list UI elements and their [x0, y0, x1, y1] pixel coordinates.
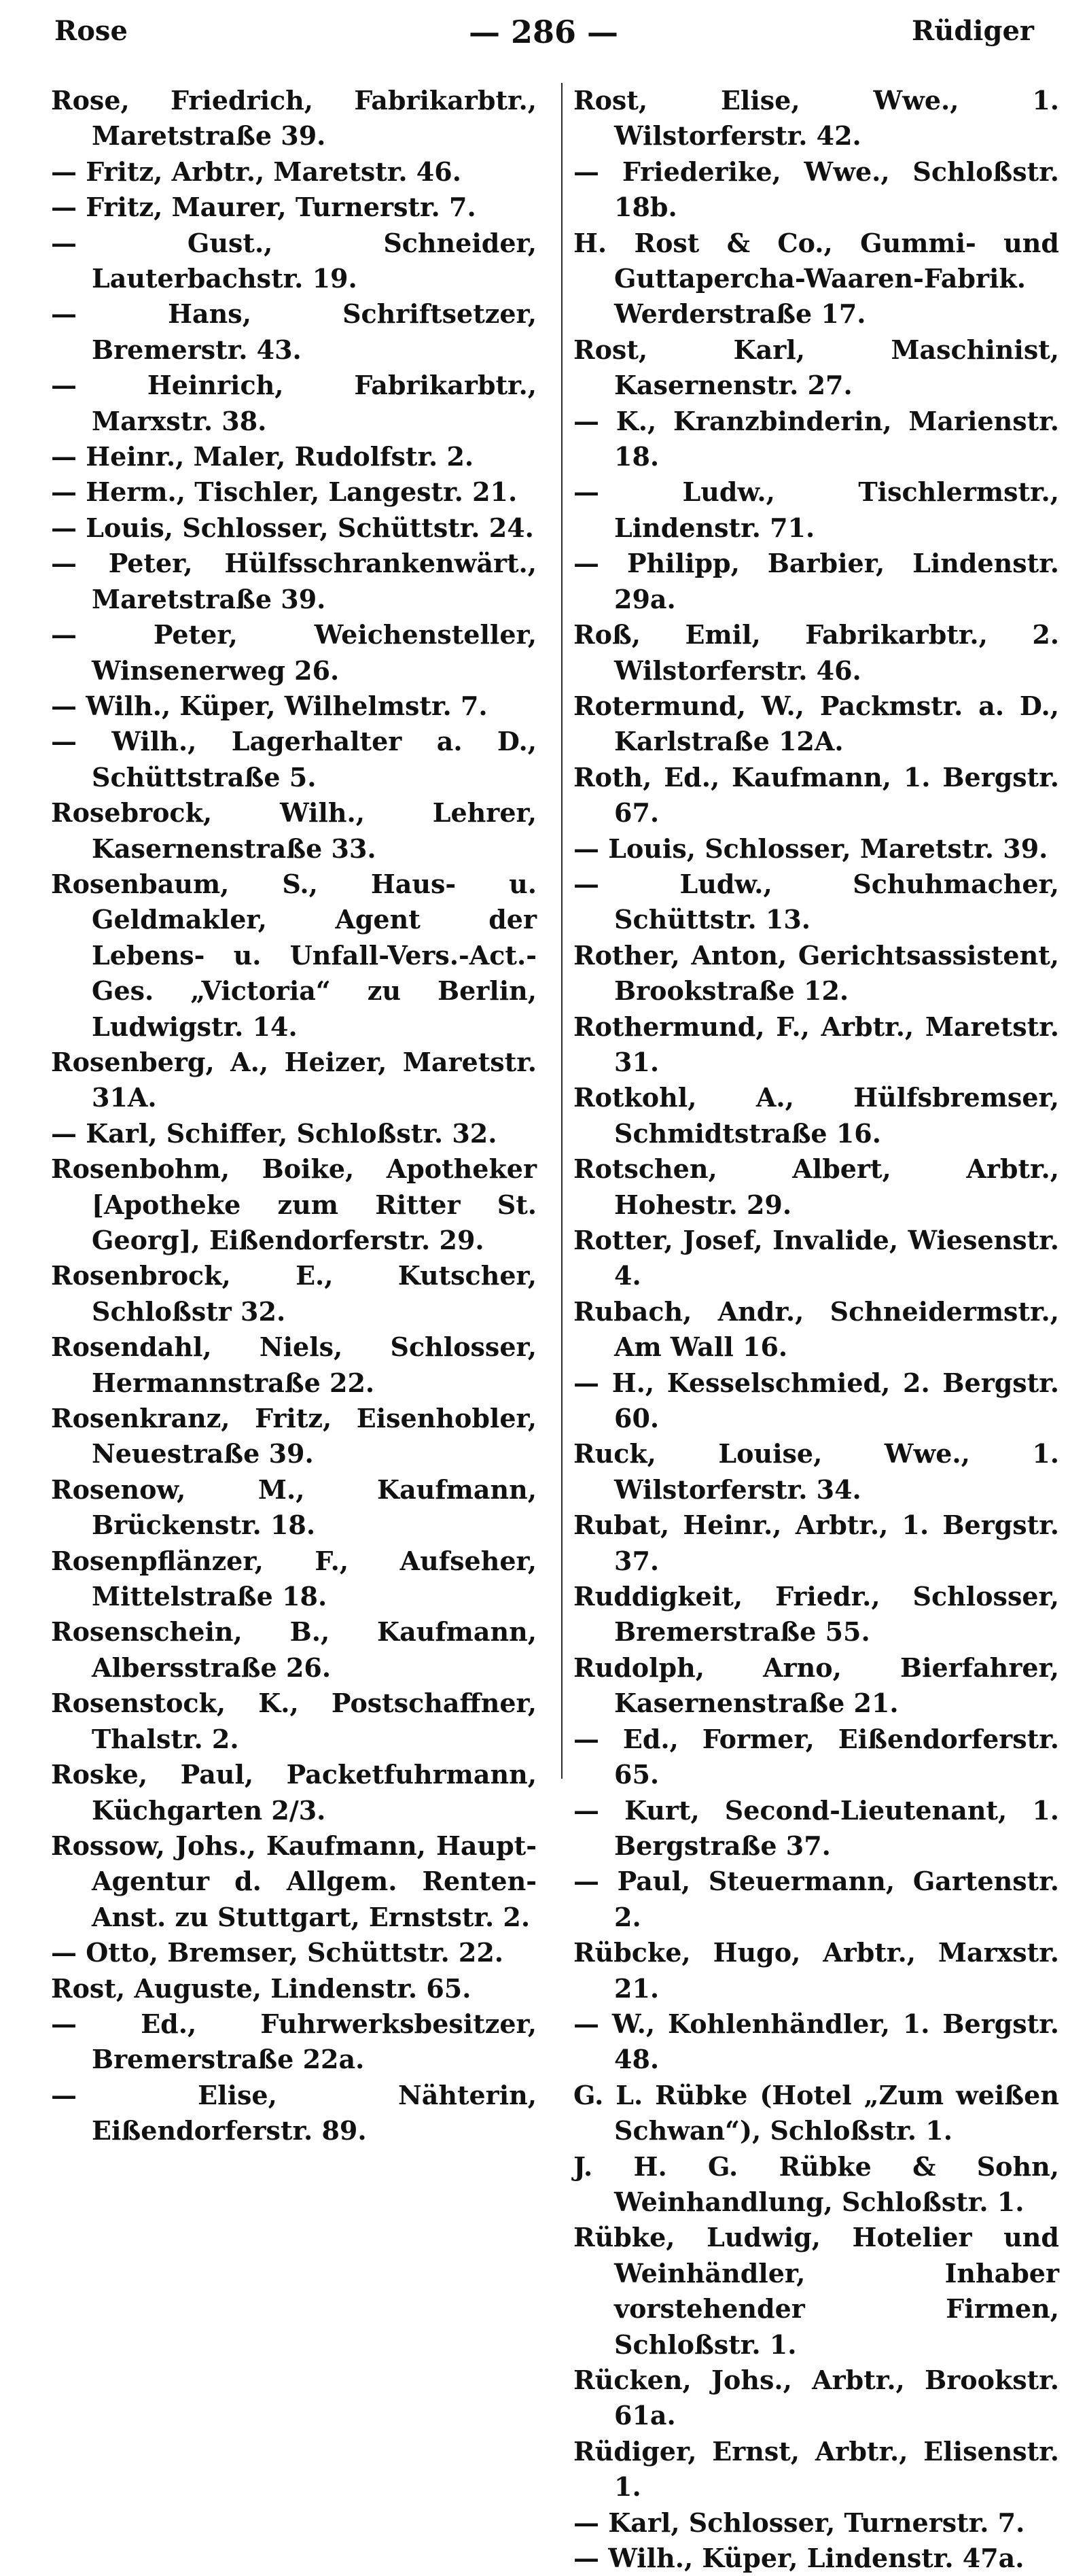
- directory-entry: Rosenkranz, Fritz, Eisenhobler, Neuestraße 39.: [51, 1403, 537, 1469]
- directory-entry: — Otto, Bremser, Schüttstr. 22.: [51, 1937, 504, 1968]
- directory-entry: — Ed., Former, Eißendorferstr. 65.: [573, 1723, 1059, 1790]
- directory-entry: Roß, Emil, Fabrikarbtr., 2. Wilstorferstr. 46.: [573, 619, 1059, 686]
- directory-entry: Rost, Auguste, Lindenstr. 65.: [51, 1972, 471, 2004]
- directory-entry: Ruddigkeit, Friedr., Schlosser, Bremerstraße 55.: [573, 1581, 1059, 1648]
- directory-entry: — Wilh., Küper, Lindenstr. 47a.: [573, 2543, 1024, 2574]
- directory-entry: Rosenbaum, S., Haus- u. Geldmakler, Agent der Lebens- u. Unfall-Vers.-Act.-Ges. „Victoria“ zu Berlin, Ludwigstr. 14.: [51, 868, 537, 1042]
- directory-entry: — Ludw., Schuhmacher, Schüttstr. 13.: [573, 868, 1059, 935]
- directory-entry: — Wilh., Lagerhalter a. D., Schüttstraße 5.: [51, 726, 537, 793]
- directory-entry: Rothermund, F., Arbtr., Maretstr. 31.: [573, 1011, 1059, 1077]
- directory-entry: — Karl, Schiffer, Schloßstr. 32.: [51, 1117, 497, 1149]
- directory-entry: Rosenow, M., Kaufmann, Brückenstr. 18.: [51, 1474, 537, 1541]
- directory-entry: Rost, Karl, Maschinist, Kasernenstr. 27.: [573, 334, 1059, 401]
- directory-entry: — Ludw., Tischlermstr., Lindenstr. 71.: [573, 476, 1059, 543]
- directory-entry: — Wilh., Küper, Wilhelmstr. 7.: [51, 690, 488, 721]
- directory-entry: — Elise, Nähterin, Eißendorferstr. 89.: [51, 2079, 537, 2146]
- directory-entry: — Fritz, Maurer, Turnerstr. 7.: [51, 192, 476, 223]
- left-column: [51, 83, 537, 2149]
- directory-entry: Rother, Anton, Gerichtsassistent, Brookstraße 12.: [573, 939, 1059, 1007]
- directory-entry: Roth, Ed., Kaufmann, 1. Bergstr. 67.: [573, 761, 1059, 829]
- directory-entry: — Peter, Weichensteller, Winsenerweg 26.: [51, 619, 537, 686]
- directory-entry: Rosendahl, Niels, Schlosser, Hermannstraße 22.: [51, 1331, 537, 1398]
- directory-entry: — Philipp, Barbier, Lindenstr. 29a.: [573, 548, 1059, 614]
- right-column: [573, 83, 1059, 2576]
- directory-entry: Rotschen, Albert, Arbtr., Hohestr. 29.: [573, 1153, 1059, 1220]
- directory-entry: Rotkohl, A., Hülfsbremser, Schmidtstraße 16.: [573, 1082, 1059, 1149]
- directory-entry: Rose, Friedrich, Fabrikarbtr., Maretstraße 39.: [51, 85, 537, 152]
- directory-entry: — Fritz, Arbtr., Maretstr. 46.: [51, 156, 461, 187]
- directory-entry: Rüdiger, Ernst, Arbtr., Elisenstr. 1.: [573, 2435, 1059, 2503]
- directory-entry: Rosenberg, A., Heizer, Maretstr. 31A.: [51, 1046, 537, 1113]
- directory-entry: Ruck, Louise, Wwe., 1. Wilstorferstr. 34.: [573, 1438, 1059, 1505]
- directory-entry: — Karl, Schlosser, Turnerstr. 7.: [573, 2507, 1025, 2538]
- directory-entry: — Louis, Schlosser, Schüttstr. 24.: [51, 512, 534, 543]
- directory-entry: Rubat, Heinr., Arbtr., 1. Bergstr. 37.: [573, 1510, 1059, 1576]
- directory-entry: Rotermund, W., Packmstr. a. D., Karlstraße 12A.: [573, 690, 1059, 757]
- directory-entry: — W., Kohlenhändler, 1. Bergstr. 48.: [573, 2008, 1059, 2075]
- directory-entry: Rücken, Johs., Arbtr., Brookstr. 61a.: [573, 2365, 1059, 2431]
- directory-entry: — Ed., Fuhrwerksbesitzer, Bremerstraße 22a.: [51, 2008, 537, 2075]
- directory-entry: Rosenbohm, Boike, Apotheker [Apotheke zum Ritter St. Georg], Eißendorferstr. 29.: [51, 1153, 537, 1255]
- directory-entry: — Paul, Steuermann, Gartenstr. 2.: [573, 1866, 1059, 1932]
- directory-entry: Rosenbrock, E., Kutscher, Schloßstr 32.: [51, 1260, 537, 1327]
- directory-entry: — Louis, Schlosser, Maretstr. 39.: [573, 833, 1048, 864]
- directory-entry: — H., Kesselschmied, 2. Bergstr. 60.: [573, 1367, 1059, 1434]
- column-divider: [561, 83, 563, 1779]
- directory-entry: H. Rost & Co., Gummi- und Guttapercha-Waaren-Fabrik. Werderstraße 17.: [573, 227, 1059, 330]
- directory-entry: Rotter, Josef, Invalide, Wiesenstr. 4.: [573, 1225, 1059, 1291]
- directory-entry: — Kurt, Second-Lieutenant, 1. Bergstraße 37.: [573, 1794, 1059, 1861]
- directory-entry: Rosenstock, K., Postschaffner, Thalstr. 2.: [51, 1688, 537, 1754]
- directory-entry: Roske, Paul, Packetfuhrmann, Küchgarten 2/3.: [51, 1759, 537, 1826]
- directory-entry: Rosenpflänzer, F., Aufseher, Mittelstraße 18.: [51, 1545, 537, 1612]
- directory-entry: J. H. G. Rübke & Sohn, Weinhandlung, Schloßstr. 1.: [573, 2151, 1059, 2217]
- running-head-right: Rüdiger: [912, 15, 1034, 47]
- directory-entry: — Hans, Schriftsetzer, Bremerstr. 43.: [51, 298, 537, 365]
- directory-entry: Rübcke, Hugo, Arbtr., Marxstr. 21.: [573, 1937, 1059, 2004]
- directory-entry: — Peter, Hülfsschrankenwärt., Maretstraße 39.: [51, 548, 537, 614]
- page-number: — 286 —: [468, 14, 619, 50]
- directory-entry: Rudolph, Arno, Bierfahrer, Kasernenstraße 21.: [573, 1652, 1059, 1719]
- directory-entry: Rübke, Ludwig, Hotelier und Weinhändler, Inhaber vorstehender Firmen, Schloßstr. 1.: [573, 2222, 1059, 2360]
- directory-entry: — Gust., Schneider, Lauterbachstr. 19.: [51, 227, 537, 294]
- directory-entry: — Heinrich, Fabrikarbtr., Marxstr. 38.: [51, 370, 537, 436]
- directory-entry: Rosebrock, Wilh., Lehrer, Kasernenstraße 33.: [51, 797, 537, 864]
- running-head-left: Rose: [54, 15, 128, 47]
- directory-entry: — Heinr., Maler, Rudolfstr. 2.: [51, 441, 474, 472]
- directory-entry: G. L. Rübke (Hotel „Zum weißen Schwan“), Schloßstr. 1.: [573, 2079, 1059, 2146]
- directory-entry: Rubach, Andr., Schneidermstr., Am Wall 16.: [573, 1295, 1059, 1363]
- directory-entry: Rossow, Johs., Kaufmann, Haupt-Agentur d. Allgem. Renten-Anst. zu Stuttgart, Ernststr. 2.: [51, 1830, 537, 1932]
- directory-entry: Rost, Elise, Wwe., 1. Wilstorferstr. 42.: [573, 85, 1059, 152]
- directory-entry: — K., Kranzbinderin, Marienstr. 18.: [573, 405, 1059, 472]
- directory-entry: Rosenschein, B., Kaufmann, Albersstraße 26.: [51, 1616, 537, 1683]
- directory-entry: — Friederike, Wwe., Schloßstr. 18b.: [573, 156, 1059, 223]
- directory-entry: — Herm., Tischler, Langestr. 21.: [51, 476, 518, 508]
